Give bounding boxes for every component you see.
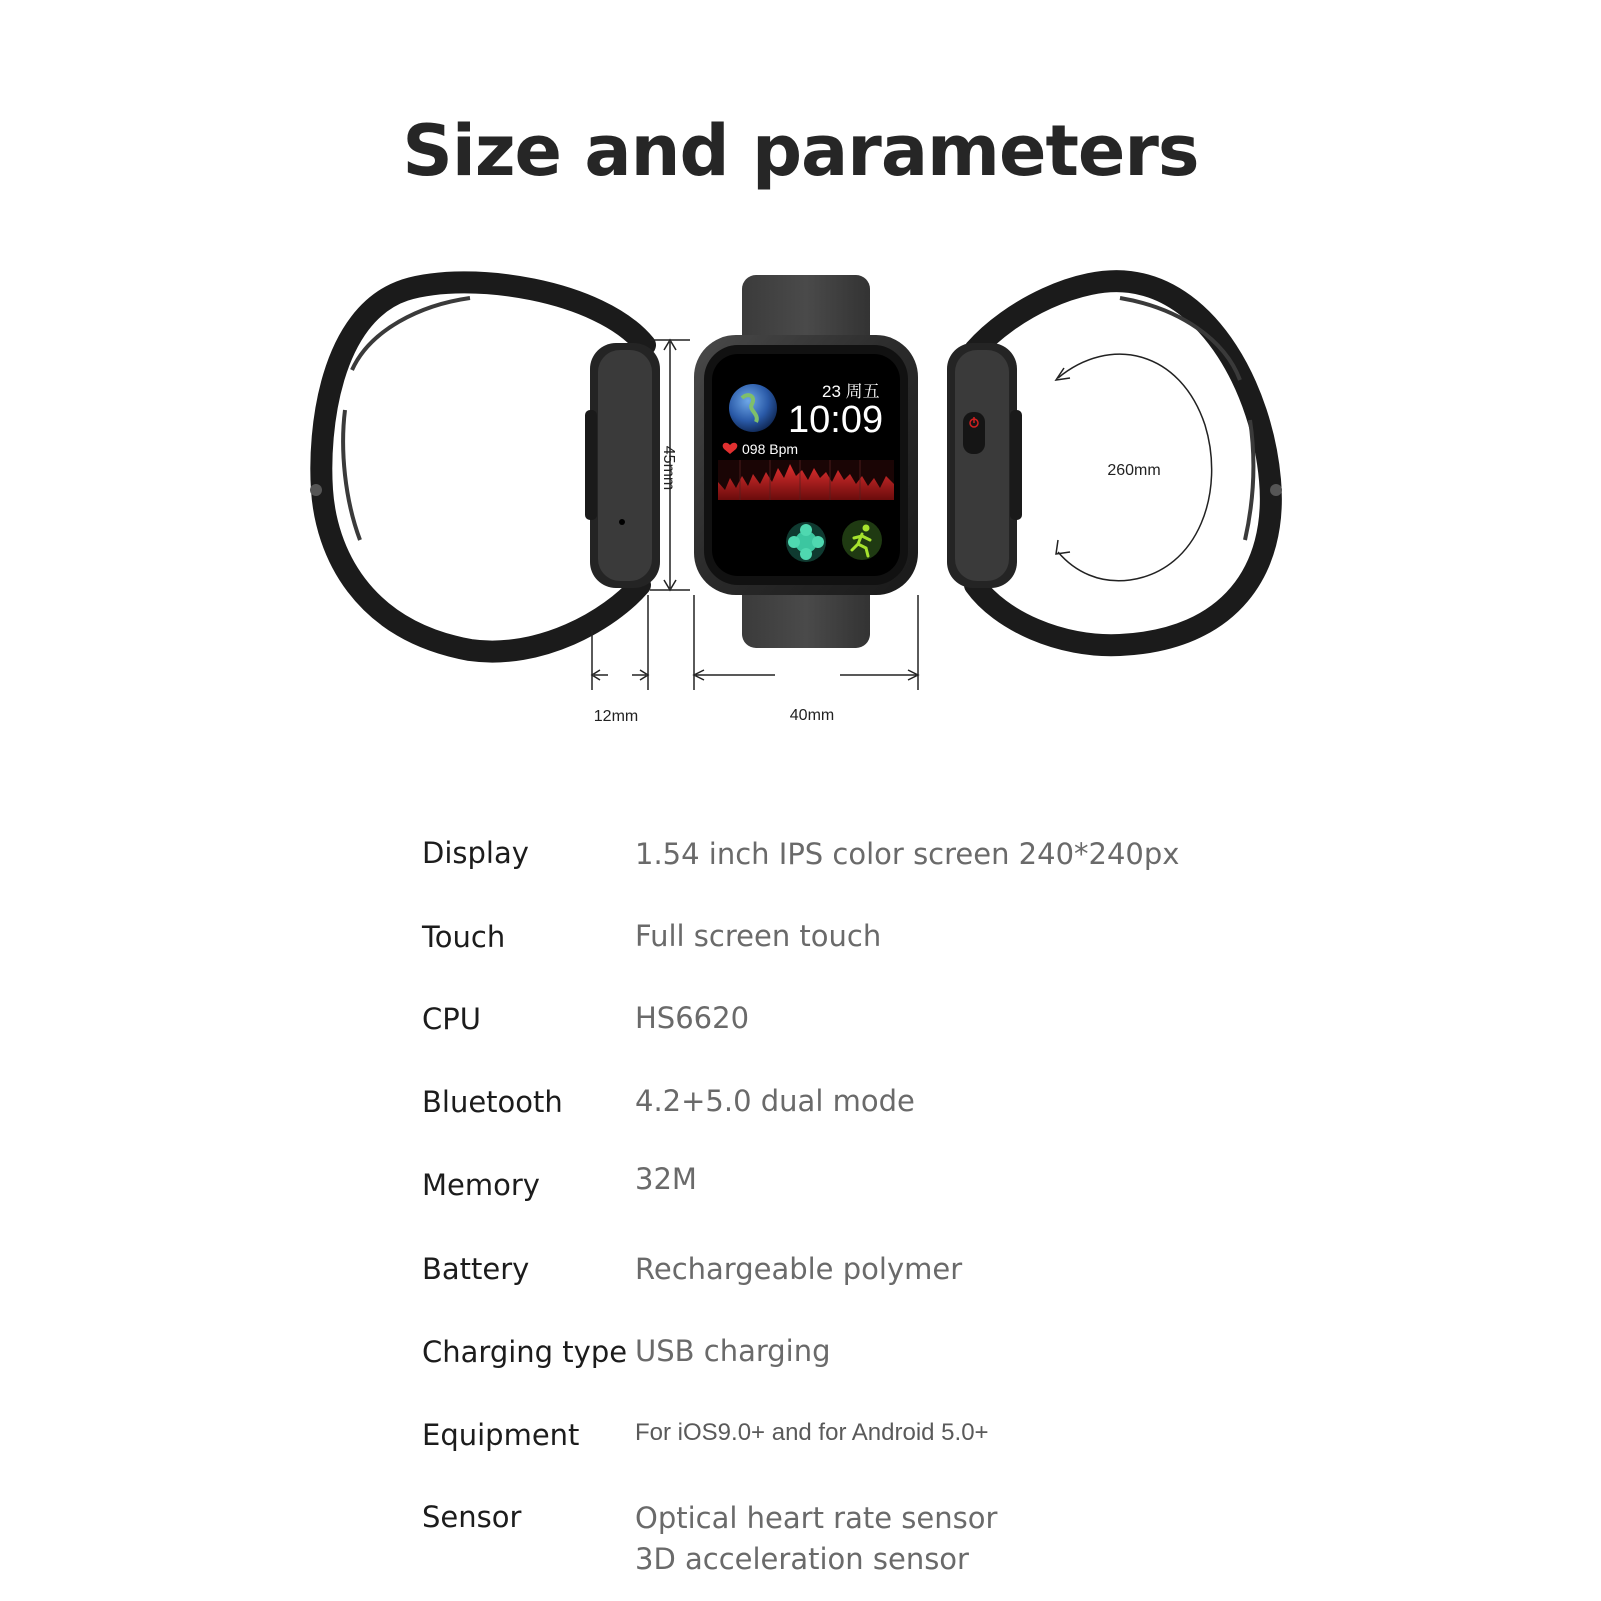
spec-value-sensor-1: Optical heart rate sensor [635,1501,998,1535]
spec-label-equipment: Equipment [422,1418,580,1452]
spec-value-battery: Rechargeable polymer [635,1252,963,1286]
watch-date: 23 周五 [822,382,880,401]
thickness-label: 12mm [593,708,639,725]
page-title: Size and parameters [402,110,1199,192]
spec-value-touch: Full screen touch [635,919,882,953]
spec-label-memory: Memory [422,1168,540,1202]
watch-time: 10:09 [788,399,884,441]
strap-length-label: 260mm [1107,462,1161,479]
spec-value-memory: 32M [635,1162,697,1196]
spec-value-display: 1.54 inch IPS color screen 240*240px [635,837,1180,871]
spec-label-touch: Touch [422,920,506,954]
spec-label-cpu: CPU [422,1002,481,1036]
spec-value-charging-type: USB charging [635,1334,831,1368]
spec-label-charging-type: Charging type [422,1335,628,1369]
spec-label-bluetooth: Bluetooth [422,1085,563,1119]
spec-value-bluetooth: 4.2+5.0 dual mode [635,1084,915,1118]
watch-heart-rate: 098 Bpm [742,441,799,457]
spec-label-sensor: Sensor [422,1500,522,1534]
spec-value-sensor-2: 3D acceleration sensor [635,1542,969,1576]
spec-value-cpu: HS6620 [635,1001,750,1035]
width-label: 40mm [789,707,835,724]
height-label: 45mm [660,445,677,491]
spec-value-equipment: For iOS9.0+ and for Android 5.0+ [635,1419,989,1446]
spec-label-battery: Battery [422,1252,530,1286]
spec-label-display: Display [422,836,529,870]
